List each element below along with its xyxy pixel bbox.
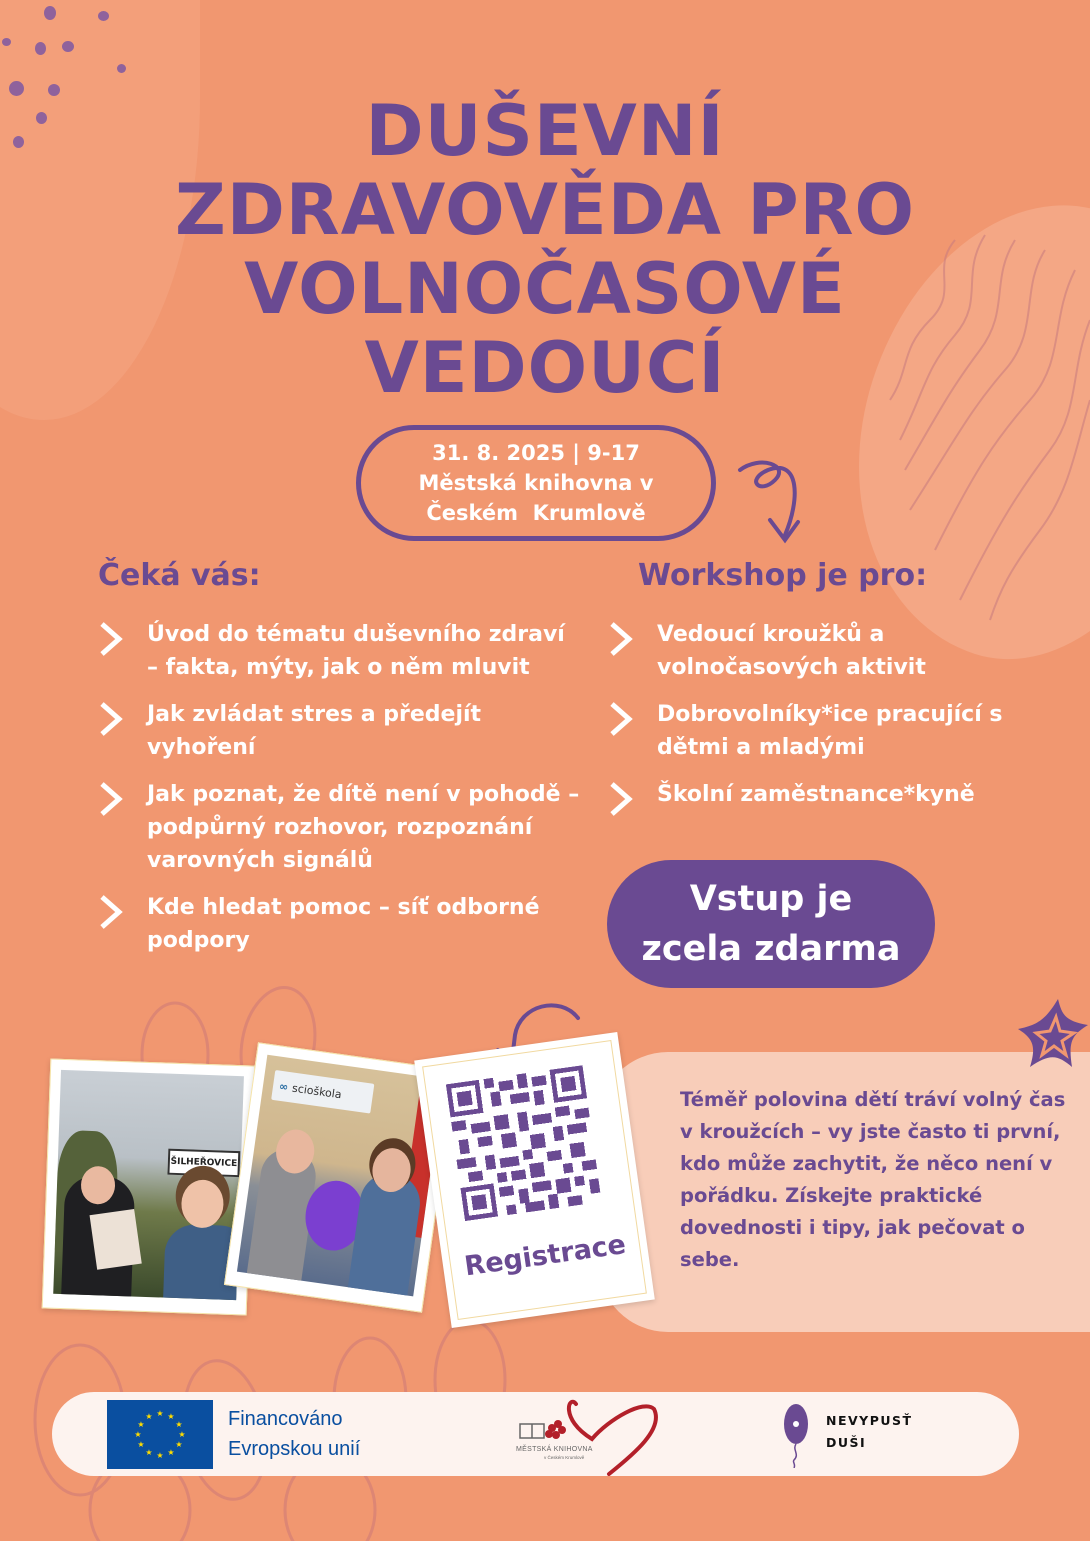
decorative-dot [35,42,46,55]
page-title [0,92,1090,408]
town-sign: ŠILHEŘOVICE [167,1149,240,1177]
svg-text:★: ★ [175,1420,183,1429]
list-item [97,698,582,764]
svg-text:★: ★ [145,1412,153,1421]
sign-text: scioškola [291,1081,343,1101]
list-item [97,891,582,957]
list-item-text: Jak poznat, že dítě není v pohodě – podpůrný rozhovor, rozpoznání varovných signálů [147,782,580,873]
svg-text:★: ★ [156,1409,164,1418]
registration-label[interactable]: Registrace [462,1229,628,1283]
svg-text:★: ★ [178,1430,186,1439]
chevron-right-icon [607,620,635,658]
list-item [607,778,1027,811]
decorative-dot [98,11,109,21]
star-icon [1010,995,1090,1075]
decorative-dot [2,38,11,46]
svg-text:★: ★ [167,1448,175,1457]
balloon-icon [782,1402,822,1468]
list-item-text: Jak zvládat stres a předejít vyhoření [147,702,482,760]
list-item-text: Kde hledat pomoc – síť odborné podpory [147,895,540,953]
chevron-right-icon [97,700,125,738]
svg-text:★: ★ [134,1430,142,1439]
svg-text:★: ★ [137,1440,145,1449]
title-line: VEDOUCÍ [364,327,726,409]
chevron-right-icon [97,893,125,931]
audience-heading: Workshop je pro: [638,558,928,593]
cta-line: Vstup je [689,879,853,919]
cta-line: zcela zdarma [641,929,901,969]
event-date-time: 31. 8. 2025 | 9-17 [432,441,640,465]
event-info-pill [356,425,716,541]
partner-logos-footer [52,1392,1019,1476]
title-line: DUŠEVNÍ [365,90,725,172]
svg-text:★: ★ [167,1412,175,1421]
curly-arrow-icon [740,463,795,535]
qr-code-icon[interactable] [446,1065,602,1221]
library-logo: MĚSTSKÁ KNIHOVNA v Českém Krumlově [514,1394,664,1476]
decorative-dot [62,41,74,52]
title-line: ZDRAVOVĚDA PRO [174,169,916,251]
chevron-right-icon [607,700,635,738]
scioskola-logo-icon: ∞ [278,1079,290,1094]
list-item-text: Školní zaměstnance*kyně [657,782,975,807]
audience-list [607,618,1027,825]
decorative-dot [44,6,56,20]
event-venue-line: Českém Krumlově [426,501,646,525]
list-item [607,698,1027,764]
list-item-text: Vedoucí kroužků a volnočasových aktivit [657,622,926,680]
agenda-list [97,618,582,971]
free-entry-badge [607,860,935,988]
svg-text:★: ★ [137,1420,145,1429]
registration-qr-card[interactable] [414,1032,655,1328]
chevron-right-icon [97,620,125,658]
heart-book-icon [514,1394,664,1476]
svg-text:★: ★ [156,1451,164,1460]
chevron-right-icon [97,780,125,818]
list-item-text: Úvod do tématu duševního zdraví – fakta, mýty, jak o něm mluvit [147,622,565,680]
list-item-text: Dobrovolníky*ice pracující s dětmi a mladými [657,702,1003,760]
chevron-right-icon [607,780,635,818]
event-venue-line: Městská knihovna v [418,471,654,495]
eu-funding-text: Financováno Evropskou unií [228,1408,361,1460]
svg-text:★: ★ [145,1448,153,1457]
agenda-heading: Čeká vás: [98,558,261,593]
list-item [97,778,582,877]
nevypust-dusi-logo: NEVYPUSŤ DUŠI [782,1404,932,1468]
list-item [97,618,582,684]
eu-flag-icon [107,1400,213,1469]
decorative-dot [117,64,126,73]
list-item [607,618,1027,684]
info-text: Téměř polovina dětí tráví volný čas v kroužcích – vy jste často ti první, kdo může zachytit, že něco není v pořádku. Získejte praktické dovednosti i tipy, jak pečovat o sebe. [680,1088,1066,1271]
title-line: VOLNOČASOVÉ [244,248,846,330]
photo-silherovice [42,1058,256,1315]
svg-text:★: ★ [175,1440,183,1449]
